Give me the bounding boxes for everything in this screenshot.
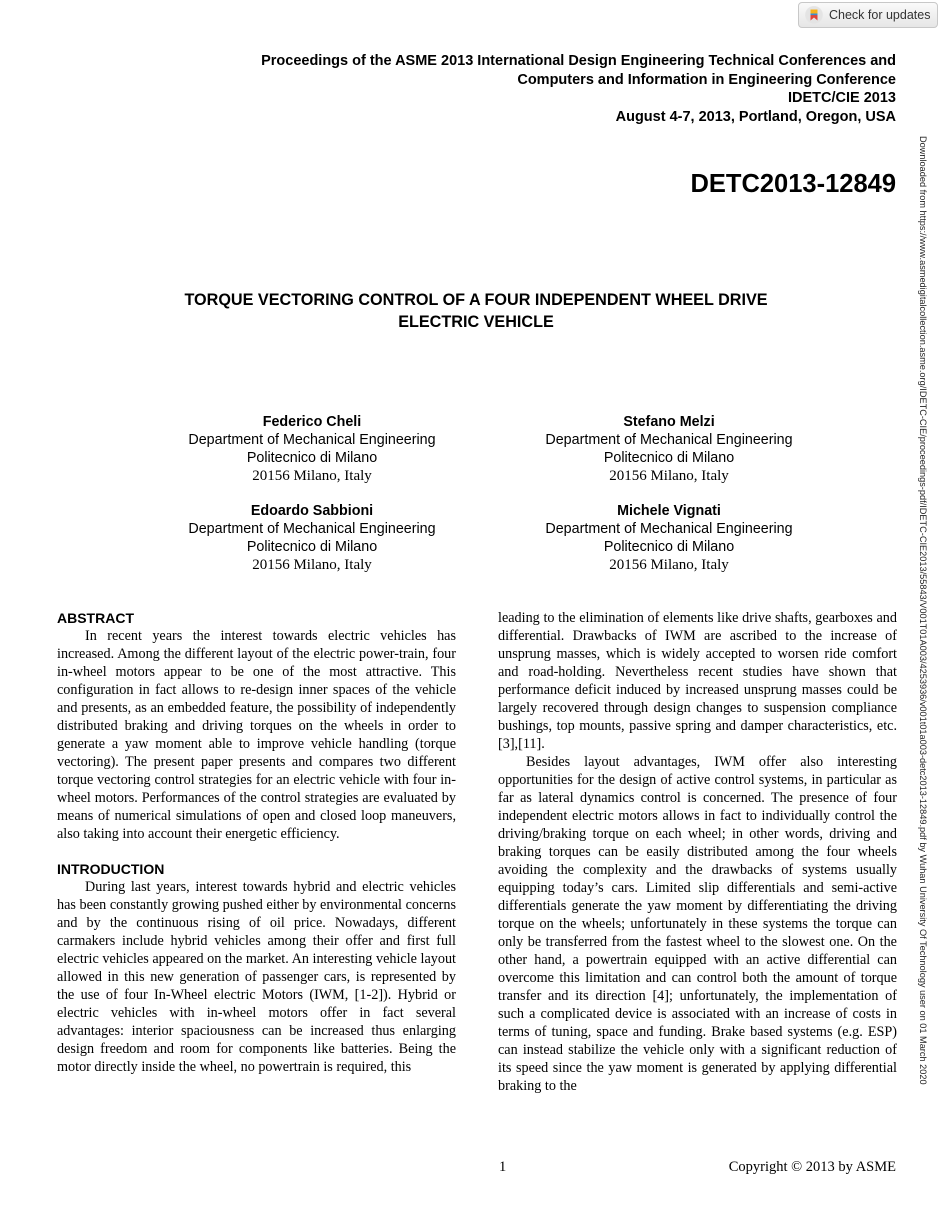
author-institution: Politecnico di Milano (603, 539, 735, 555)
author-name: Federico Cheli (262, 414, 362, 430)
author-department: Department of Mechanical Engineering (545, 432, 793, 448)
author-block (499, 413, 839, 485)
author-block (499, 502, 839, 574)
body-paragraph: Besides layout advantages, IWM offer also interesting opportunities for the design of active control systems, in particular as far as lateral dynamics control is concerned. The presence of four independent electric motors allows in fact to individually control the driving/braking torque on each wheel; in other words, driving and braking torques can be easily distributed among the four wheels avoiding the complexity and the drawbacks of systems usually equipping today’s cars. Limited slip differentials and semi-active differentials generate the yaw moment by differentiating the driving torque on the wheels; unfortunately in these systems the torque can only be transferred from the fastest wheel to the slowest one. On the other hand, a powertrain equipped with an active differential can overcome this limitation and can control both the amount of torque transfer and its direction [4]; unfortunately, the implementation of such a complicated device is associated with an increase of costs in terms of tuning, space and funding. Brake based systems (e.g. ESP) can instead stabilize the vehicle only with a significant reduction of its speed since the yaw moment is generated by applying differential braking to the (498, 754, 897, 1094)
author-address: 20156 Milano, Italy (609, 557, 729, 573)
title-line: TORQUE VECTORING CONTROL OF A FOUR INDEPENDENT WHEEL DRIVE (184, 291, 768, 309)
author-department: Department of Mechanical Engineering (188, 521, 436, 537)
author-block (142, 413, 482, 485)
title-line: ELECTRIC VEHICLE (398, 313, 554, 331)
conference-line: August 4-7, 2013, Portland, Oregon, USA (615, 108, 896, 125)
introduction-paragraph: During last years, interest towards hybrid and electric vehicles has been constantly growing pushed either by environmental concerns and by the continuous rising of oil price. Nowadays, different carmakers include hybrid vehicles among their offer and first full electric vehicles appeared on the market. An interesting vehicle layout allowed in this new generation of passenger cars, is represented by the use of four In-Wheel electric Motors (IWM, [1-2]). Hybrid or electric vehicles with in-wheel motors offer in fact several advantages: interior spaciousness can be increased thus enlarging design freedom and room for components like batteries. Being the motor directly inside the wheel, no powertrain is required, this (57, 879, 456, 1075)
author-name: Edoardo Sabbioni (250, 503, 374, 519)
introduction-heading: INTRODUCTION (57, 861, 165, 877)
author-address: 20156 Milano, Italy (252, 468, 372, 484)
author-address: 20156 Milano, Italy (609, 468, 729, 484)
download-watermark: Downloaded from https://www.asmedigitalcollection.asme.org/IDETC-CIE/proceedings-pdf/IDETC-CIE2013/55843/V001T01A003/4253936/v001t01a003-detc2013-12849.pdf by Wuhan University Of Technology user on 01 March 2020 (918, 136, 928, 1085)
page-number: 1 (499, 1159, 507, 1175)
author-institution: Politecnico di Milano (246, 539, 378, 555)
conference-line: Proceedings of the ASME 2013 International Design Engineering Technical Conferences and (261, 53, 896, 69)
author-name: Michele Vignati (617, 503, 721, 519)
conference-line: IDETC/CIE 2013 (788, 90, 896, 106)
author-name: Stefano Melzi (623, 414, 715, 430)
right-column (498, 609, 897, 1095)
conference-line: Computers and Information in Engineering Conference (517, 71, 896, 88)
left-column (57, 609, 456, 1076)
author-institution: Politecnico di Milano (603, 450, 735, 466)
abstract-heading: ABSTRACT (57, 610, 134, 626)
author-address: 20156 Milano, Italy (252, 557, 372, 573)
check-for-updates-button[interactable] (798, 2, 938, 28)
abstract-text: In recent years the interest towards electric vehicles has increased. Among the different layout of the electric power-train, four in-wheel motors appear to be one of the most attractive. This configuration in fact allows to re-design inner spaces of the vehicle and presents, as an embedded feature, the possibility of independently distributed braking and driving torques on the wheels in order to generate a yaw moment able to improve vehicle handling (torque vectoring). The present paper presents and compares two different torque vectoring control strategies for an electric vehicle with four in-wheel motors. Performances of the control strategies are evaluated by means of numerical simulations of open and closed loop maneuvers, also taking into account their energetic efficiency. (57, 628, 456, 842)
paper-title (0, 289, 952, 333)
author-department: Department of Mechanical Engineering (545, 521, 793, 537)
author-institution: Politecnico di Milano (246, 450, 378, 466)
body-paragraph: leading to the elimination of elements like drive shafts, gearboxes and differential. Drawbacks of IWM are ascribed to the increase of unsprung masses, which is widely accepted to worsen ride comfort and road-holding. Nevertheless recent studies have shown that performance deficit induced by increased unsprung masses could be largely recovered through design changes to suspension compliance bushings, top mounts, passive spring and damper characteristics, etc. [3],[11]. (498, 610, 897, 752)
author-block (142, 502, 482, 574)
copyright-notice: Copyright © 2013 by ASME (728, 1159, 896, 1175)
author-department: Department of Mechanical Engineering (188, 432, 436, 448)
check-for-updates-label: Check for updates (829, 8, 931, 22)
conference-header (261, 52, 896, 126)
paper-id: DETC2013-12849 (690, 170, 896, 198)
crossmark-icon (805, 6, 823, 24)
